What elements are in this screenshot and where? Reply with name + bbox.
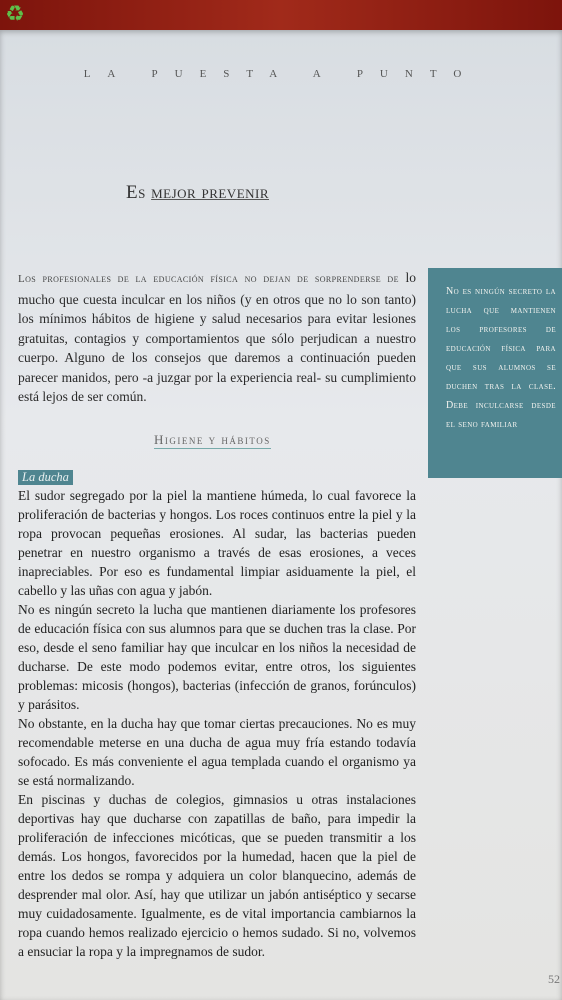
top-background-band [0, 0, 562, 34]
body-text [18, 486, 416, 961]
intro-lead: Los profesionales de la educación física no dejan de sorprenderse de [18, 273, 399, 285]
section-heading: Higiene y hábitos [154, 432, 271, 447]
recycle-icon: ♻ [5, 2, 25, 27]
document-page [0, 30, 562, 1000]
article-title [126, 182, 269, 204]
sidebar-box [428, 268, 562, 478]
body-paragraph: No obstante, en la ducha hay que tomar ciertas precauciones. No es muy recomendable meterse en una ducha de agua muy fría estando todavía sofocado. Es más conveniente el agua templada cuando el organismo ya se está normalizando. [18, 716, 416, 788]
page-number: 52 [548, 972, 560, 986]
title-underlined: mejor prevenir [151, 182, 270, 203]
body-paragraph: En piscinas y duchas de colegios, gimnasios u otras instalaciones deportivas hay que ducharse con zapatillas de baño, para impedir la proliferación de infecciones micóticas, que se pueden transmitir a los demás. Los hongos, favorecidos por la humedad, hacen que la piel de entre los dedos se rompa y adquiera un color blanquecino, además de desprender mal olor. Así, hay que utilizar un jabón antiséptico y secarse muy cuidadosamente. Igualmente, es de vital importancia cambiarnos la ropa cuando hemos realizado ejercicio o hemos sudado. Si no, volvemos a ensuciar la ropa y la impregnamos de sudor. [18, 792, 416, 959]
running-header: LA PUESTA A PUNTO [83, 68, 479, 80]
intro-paragraph [18, 268, 416, 407]
sidebar-text: No es ningún secreto la lucha que mantienen los profesores de educación física para que sus alumnos se duchen tras la clase. Debe inculcarse desde el seno familiar [446, 286, 556, 430]
body-paragraph: El sudor segregado por la piel la mantiene húmeda, lo cual favorece la proliferación de bacterias y hongos. Los roces continuos entre la piel y la ropa provocan pequeñas erosiones. Al sudar, las bacterias pueden penetrar en nuestro organismo a través de esas erosiones, a veces inapreciables. Por eso es fundamental limpiar asiduamente la piel, el cabello y las uñas con agua y jabón. [18, 488, 416, 598]
title-start: Es [126, 182, 152, 203]
body-paragraph: No es ningún secreto la lucha que mantienen diariamente los profesores de educación física con sus alumnos para que se duchen tras la clase. Por eso, desde el seno familiar hay que inculcar en los niños la necesidad de ducharse. De este modo podemos evitar, entre otros, los siguientes problemas: micosis (hongos), bacterias (infección de granos, forúnculos) y parásitos. [18, 602, 416, 712]
subhead-la-ducha: La ducha [18, 470, 73, 485]
intro-rest: lo mucho que cuesta inculcar en los niños (y en otros que no lo son tanto) los mínimos hábitos de higiene y salud necesarios para evitar lesiones gratuitas, contagios y comportamientos que sólo perjudican a nuestro cuerpo. Alguno de los consejos que daremos a continuación pueden parecer manidos, pero -a juzgar por la experiencia real- su cumplimiento está lejos de ser común. [18, 270, 416, 404]
